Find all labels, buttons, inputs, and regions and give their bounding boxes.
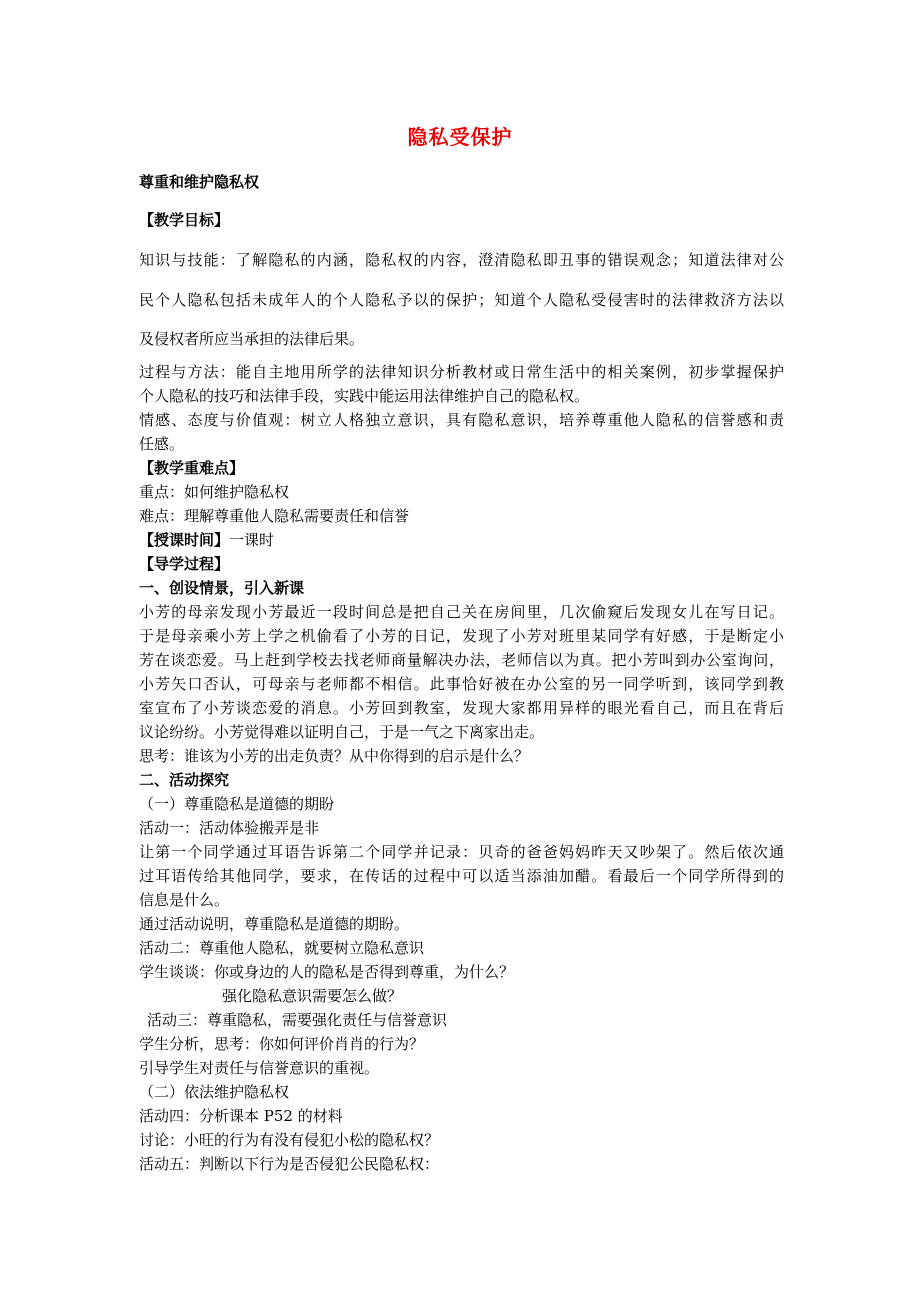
paragraph-line: 活动四：分析课本 P52 的材料 <box>139 1107 343 1125</box>
paragraph-line: 小芳矢口否认，可母亲与老师都不相信。此事恰好被在办公室的另一同学听到，该同学到教 <box>139 675 784 693</box>
paragraph-line: 个人隐私的技巧和法律手段，实践中能运用法律维护自己的隐私权。 <box>139 387 590 405</box>
paragraph-line: 任感。 <box>139 435 185 453</box>
class-time-value: 一课时 <box>229 531 275 549</box>
paragraph-line: 难点：理解尊重他人隐私需要责任和信誉 <box>139 507 410 525</box>
paragraph-line: 过程与方法：能自主地用所学的法律知识分析教材或日常生活中的相关案例，初步掌握保护 <box>139 363 784 381</box>
paragraph-line: 学生分析，思考：你如何评价肖肖的行为？ <box>139 1035 425 1053</box>
paragraph-line: 小芳的母亲发现小芳最近一段时间总是把自己关在房间里，几次偷窥后发现女儿在写日记。 <box>139 603 784 621</box>
heading-part-one: 一、创设情景，引入新课 <box>139 579 305 597</box>
paragraph-line: 民个人隐私包括未成年人的个人隐私予以的保护；知道个人隐私受侵害时的法律救济方法以 <box>139 291 784 309</box>
class-time-row <box>139 530 274 550</box>
paragraph-line: 过耳语传给其他同学，要求，在传话的过程中可以适当添油加醋。看最后一个同学所得到的 <box>139 867 784 885</box>
heading-key-points: 【教学重难点】 <box>139 459 245 477</box>
paragraph-line: 强化隐私意识需要怎么做？ <box>222 987 403 1005</box>
paragraph-line: 活动二：尊重他人隐私，就要树立隐私意识 <box>139 939 425 957</box>
paragraph-line: 活动三：尊重隐私，需要强化责任与信誉意识 <box>147 1011 448 1029</box>
paragraph-line: 让第一个同学通过耳语告诉第二个同学并记录：贝奇的爸爸妈妈昨天又吵架了。然后依次通 <box>139 843 784 861</box>
paragraph-line: 通过活动说明，尊重隐私是道德的期盼。 <box>139 915 410 933</box>
paragraph-line: 芳在谈恋爱。马上赶到学校去找老师商量解决办法，老师信以为真。把小芳叫到办公室询问， <box>139 651 784 669</box>
heading-class-time: 【授课时间】 <box>139 531 230 549</box>
paragraph-line: 知识与技能：了解隐私的内涵，隐私权的内容，澄清隐私即丑事的错误观念；知道法律对公 <box>139 251 784 269</box>
paragraph-line: 议论纷纷。小芳觉得难以证明自己，于是一气之下离家出走。 <box>139 723 545 741</box>
paragraph-line: 思考：谁该为小芳的出走负责？从中你得到的启示是什么？ <box>139 747 530 765</box>
heading-part-two: 二、活动探究 <box>139 771 230 789</box>
paragraph-line: 重点：如何维护隐私权 <box>139 483 290 501</box>
paragraph-line: 活动五：判断以下行为是否侵犯公民隐私权： <box>139 1155 440 1173</box>
paragraph-line: 情感、态度与价值观：树立人格独立意识，具有隐私意识，培养尊重他人隐私的信誉感和责 <box>139 411 784 429</box>
section-subtitle: 尊重和维护隐私权 <box>139 173 260 191</box>
heading-teaching-goals: 【教学目标】 <box>139 211 230 229</box>
paragraph-line: （二）依法维护隐私权 <box>139 1083 290 1101</box>
paragraph-line: 信息是什么。 <box>139 891 230 909</box>
document-title: 隐私受保护 <box>407 125 513 149</box>
heading-process: 【导学过程】 <box>139 555 230 573</box>
paragraph-line: 学生谈谈：你或身边的人的隐私是否得到尊重，为什么？ <box>139 963 515 981</box>
paragraph-line: 及侵权者所应当承担的法律后果。 <box>139 330 365 348</box>
paragraph-line: （一）尊重隐私是道德的期盼 <box>139 795 335 813</box>
paragraph-line: 活动一：活动体验搬弄是非 <box>139 819 320 837</box>
paragraph-line: 讨论：小旺的行为有没有侵犯小松的隐私权？ <box>139 1131 440 1149</box>
paragraph-line: 于是母亲乘小芳上学之机偷看了小芳的日记，发现了小芳对班里某同学有好感，于是断定小 <box>139 627 784 645</box>
paragraph-line: 引导学生对责任与信誉意识的重视。 <box>139 1059 380 1077</box>
paragraph-line: 室宣布了小芳谈恋爱的消息。小芳回到教室，发现大家都用异样的眼光看自己，而且在背后 <box>139 699 784 717</box>
